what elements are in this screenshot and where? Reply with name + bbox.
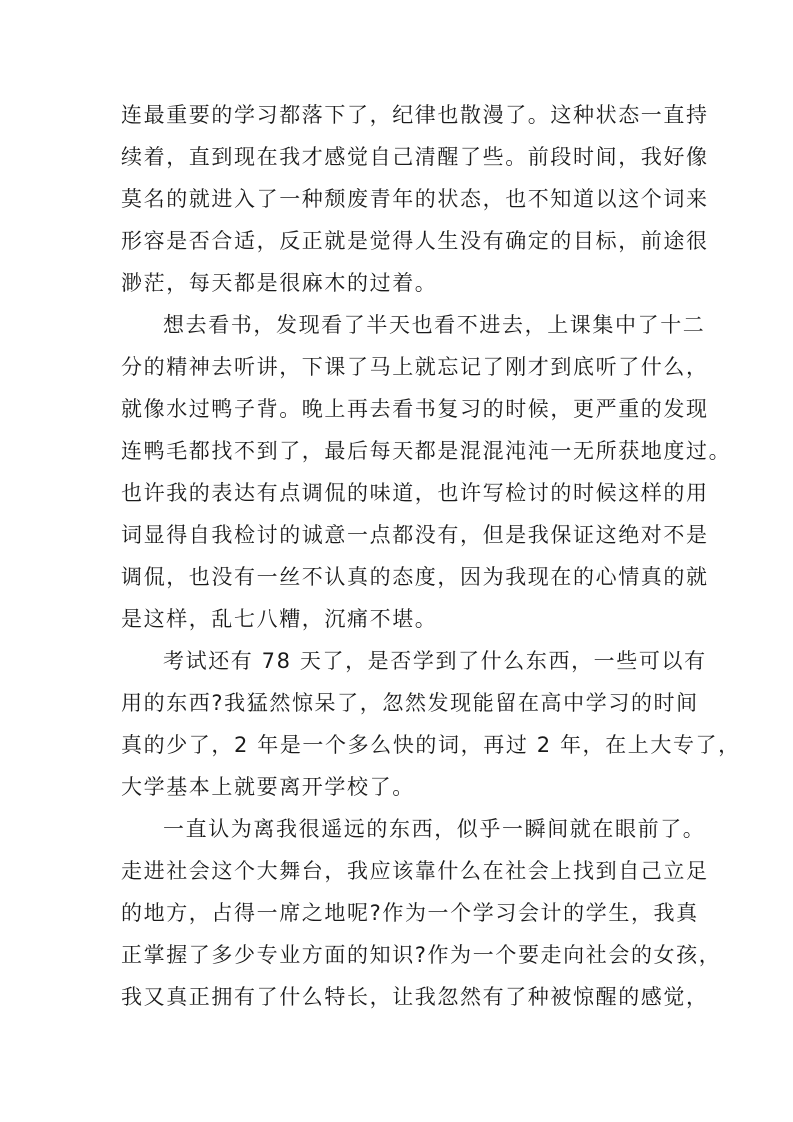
- text-line: 词显得自我检讨的诚意一点都没有，但是我保证这绝对不是: [121, 523, 709, 547]
- text-line: 正掌握了多少专业方面的知识?作为一个要走向社会的女孩，: [121, 943, 722, 967]
- text-line: 是这样，乱七八糟，沉痛不堪。: [121, 607, 438, 631]
- text-line: 就像水过鸭子背。晚上再去看书复习的时候，更严重的发现: [121, 397, 709, 421]
- text-line: 莫名的就进入了一种颓废青年的状态，也不知道以这个词来: [121, 187, 709, 211]
- text-line: 调侃，也没有一丝不认真的态度，因为我现在的心情真的就: [121, 565, 709, 589]
- text-line: 大学基本上就要离开学校了。: [121, 775, 415, 799]
- paragraph-first-line: 一直认为离我很遥远的东西，似乎一瞬间就在眼前了。: [163, 817, 706, 841]
- text-line: 也许我的表达有点调侃的味道，也许写检讨的时候这样的用: [121, 481, 709, 505]
- paragraph-first-line: 考试还有 78 天了，是否学到了什么东西，一些可以有: [163, 649, 707, 673]
- text-line: 我又真正拥有了什么特长，让我忽然有了种被惊醒的感觉，: [121, 985, 709, 1009]
- paragraph-first-line: 想去看书，发现看了半天也看不进去，上课集中了十二: [163, 313, 706, 337]
- text-line: 走进社会这个大舞台，我应该靠什么在社会上找到自己立足: [121, 859, 709, 883]
- text-line: 连鸭毛都找不到了，最后每天都是混混沌沌一无所获地度过。: [121, 439, 732, 463]
- text-line: 形容是否合适，反正就是觉得人生没有确定的目标，前途很: [121, 229, 709, 253]
- text-line: 连最重要的学习都落下了，纪律也散漫了。这种状态一直持: [121, 103, 709, 127]
- text-line: 分的精神去听讲，下课了马上就忘记了刚才到底听了什么，: [121, 355, 709, 379]
- text-line: 续着，直到现在我才感觉自己清醒了些。前段时间，我好像: [121, 145, 709, 169]
- text-line: 用的东西?我猛然惊呆了，忽然发现能留在高中学习的时间: [121, 691, 699, 715]
- text-line: 真的少了，2 年是一个多么快的词，再过 2 年，在上大专了，: [121, 733, 741, 757]
- text-line: 的地方，占得一席之地呢?作为一个学习会计的学生，我真: [121, 901, 699, 925]
- text-line: 渺茫，每天都是很麻木的过着。: [121, 271, 438, 295]
